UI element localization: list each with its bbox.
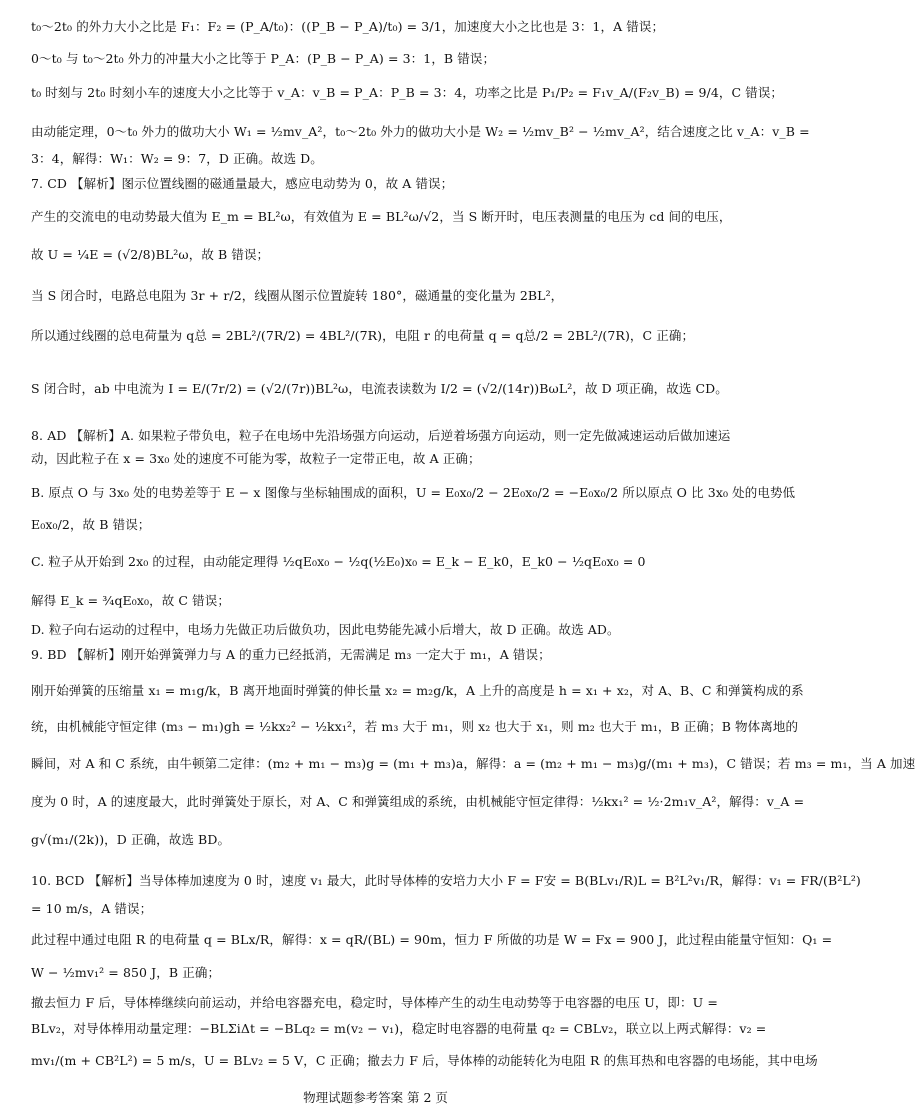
text-line: B. 原点 O 与 3x₀ 处的电势差等于 E − x 图像与坐标轴围成的面积，U = E₀x₀/2 − 2E₀x₀/2 = −E₀x₀/2 所以原点 O 比 3x₀ 处的电势低 bbox=[31, 485, 796, 500]
text-line: g√(m₁/(2k))，D 正确，故选 BD。 bbox=[31, 832, 231, 847]
text-line: D. 粒子向右运动的过程中，电场力先做正功后做负功，因此电势能先减小后增大，故 D 正确。故选 AD。 bbox=[31, 622, 620, 637]
text-line: 动，因此粒子在 x = 3x₀ 处的速度不可能为零，故粒子一定带正电，故 A 正确； bbox=[31, 451, 481, 466]
page-footer: 物理试题参考答案 第 2 页 bbox=[303, 1090, 448, 1105]
text-line: 由动能定理，0～t₀ 外力的做功大小 W₁ = ½mv_A²，t₀～2t₀ 外力的做功大小是 W₂ = ½mv_B² − ½mv_A²，结合速度之比 v_A：v_B = bbox=[31, 124, 810, 139]
text-line: 所以通过线圈的总电荷量为 q总 = 2BL²/(7R/2) = 4BL²/(7R)，电阻 r 的电荷量 q = q总/2 = 2BL²/(7R)，C 正确； bbox=[31, 328, 695, 343]
text-line: 产生的交流电的电动势最大值为 E_m = BL²ω，有效值为 E = BL²ω/√2，当 S 断开时，电压表测量的电压为 cd 间的电压， bbox=[31, 209, 732, 224]
text-line: 0～t₀ 与 t₀～2t₀ 外力的冲量大小之比等于 P_A：(P_B − P_A) = 3：1，B 错误； bbox=[31, 51, 496, 66]
text-line: C. 粒子从开始到 2x₀ 的过程，由动能定理得 ½qE₀x₀ − ½q(½E₀)x₀ = E_k − E_k0，E_k0 − ½qE₀x₀ = 0 bbox=[31, 554, 646, 569]
text-line: 3：4，解得：W₁：W₂ = 9：7，D 正确。故选 D。 bbox=[31, 151, 323, 166]
text-line: 刚开始弹簧的压缩量 x₁ = m₁g/k，B 离开地面时弹簧的伸长量 x₂ = m₂g/k，A 上升的高度是 h = x₁ + x₂，对 A、B、C 和弹簧构成的系 bbox=[31, 683, 804, 698]
question-7-header: 7. CD 【解析】图示位置线圈的磁通量最大，感应电动势为 0，故 A 错误； bbox=[31, 176, 454, 191]
text-line: 瞬间，对 A 和 C 系统，由牛顿第二定律：(m₂ + m₁ − m₃)g = (m₁ + m₃)a，解得：a = (m₂ + m₁ − m₃)g/(m₁ + m₃)，C 错误；若 m₃ = m₁，当 A 加速 bbox=[31, 756, 915, 771]
text-line: 故 U = ¼E = (√2/8)BL²ω，故 B 错误； bbox=[31, 247, 270, 262]
text-line: S 闭合时，ab 中电流为 I = E/(7r/2) = (√2/(7r))BL²ω，电流表读数为 I/2 = (√2/(14r))BωL²，故 D 项正确，故选 CD。 bbox=[31, 381, 728, 396]
question-10-header: 10. BCD 【解析】当导体棒加速度为 0 时，速度 v₁ 最大，此时导体棒的安培力大小 F = F安 = B(BLv₁/R)L = B²L²v₁/R，解得：v₁ = FR/(B²L²) bbox=[31, 873, 861, 888]
text-line: mv₁/(m + CB²L²) = 5 m/s，U = BLv₂ = 5 V，C 正确；撤去力 F 后，导体棒的动能转化为电阻 R 的焦耳热和电容器的电场能，其中电场 bbox=[31, 1053, 818, 1068]
text-line: 此过程中通过电阻 R 的电荷量 q = BLx/R，解得：x = qR/(BL) = 90m，恒力 F 所做的功是 W = Fx = 900 J，此过程由能量守恒知：Q₁ = bbox=[31, 932, 833, 947]
text-line: = 10 m/s，A 错误； bbox=[31, 901, 153, 916]
text-line: 解得 E_k = ¾qE₀x₀，故 C 错误； bbox=[31, 593, 230, 608]
text-line: 度为 0 时，A 的速度最大，此时弹簧处于原长，对 A、C 和弹簧组成的系统，由机械能守恒定律得：½kx₁² = ½·2m₁v_A²，解得：v_A = bbox=[31, 794, 805, 809]
text-line: 撤去恒力 F 后，导体棒继续向前运动，并给电容器充电，稳定时，导体棒产生的动生电动势等于电容器的电压 U，即：U = bbox=[31, 995, 718, 1010]
text-line: t₀～2t₀ 的外力大小之比是 F₁：F₂ = (P_A/t₀)：((P_B − P_A)/t₀) = 3/1，加速度大小之比也是 3：1，A 错误； bbox=[31, 19, 665, 34]
text-line: 当 S 闭合时，电路总电阻为 3r + r/2，线圈从图示位置旋转 180°，磁通量的变化量为 2BL²， bbox=[31, 288, 564, 303]
text-line: t₀ 时刻与 2t₀ 时刻小车的速度大小之比等于 v_A：v_B = P_A：P_B = 3：4，功率之比是 P₁/P₂ = F₁v_A/(F₂v_B) = 9/4，C 错误； bbox=[31, 85, 784, 100]
text-line: E₀x₀/2，故 B 错误； bbox=[31, 517, 151, 532]
question-9-header: 9. BD 【解析】刚开始弹簧弹力与 A 的重力已经抵消，无需满足 m₃ 一定大于 m₁，A 错误； bbox=[31, 647, 551, 662]
text-line: BLv₂，对导体棒用动量定理：−BLΣiΔt = −BLq₂ = m(v₂ − v₁)，稳定时电容器的电荷量 q₂ = CBLv₂，联立以上两式解得：v₂ = bbox=[31, 1021, 767, 1036]
text-line: 统，由机械能守恒定律 (m₃ − m₁)gh = ½kx₂² − ½kx₁²，若 m₃ 大于 m₁，则 x₂ 也大于 x₁，则 m₂ 也大于 m₁，B 正确；B 物体离地的 bbox=[31, 719, 799, 734]
question-8-header: 8. AD 【解析】A. 如果粒子带负电，粒子在电场中先沿场强方向运动，后逆着场强方向运动，则一定先做减速运动后做加速运 bbox=[31, 428, 731, 443]
text-line: W − ½mv₁² = 850 J，B 正确； bbox=[31, 965, 221, 980]
